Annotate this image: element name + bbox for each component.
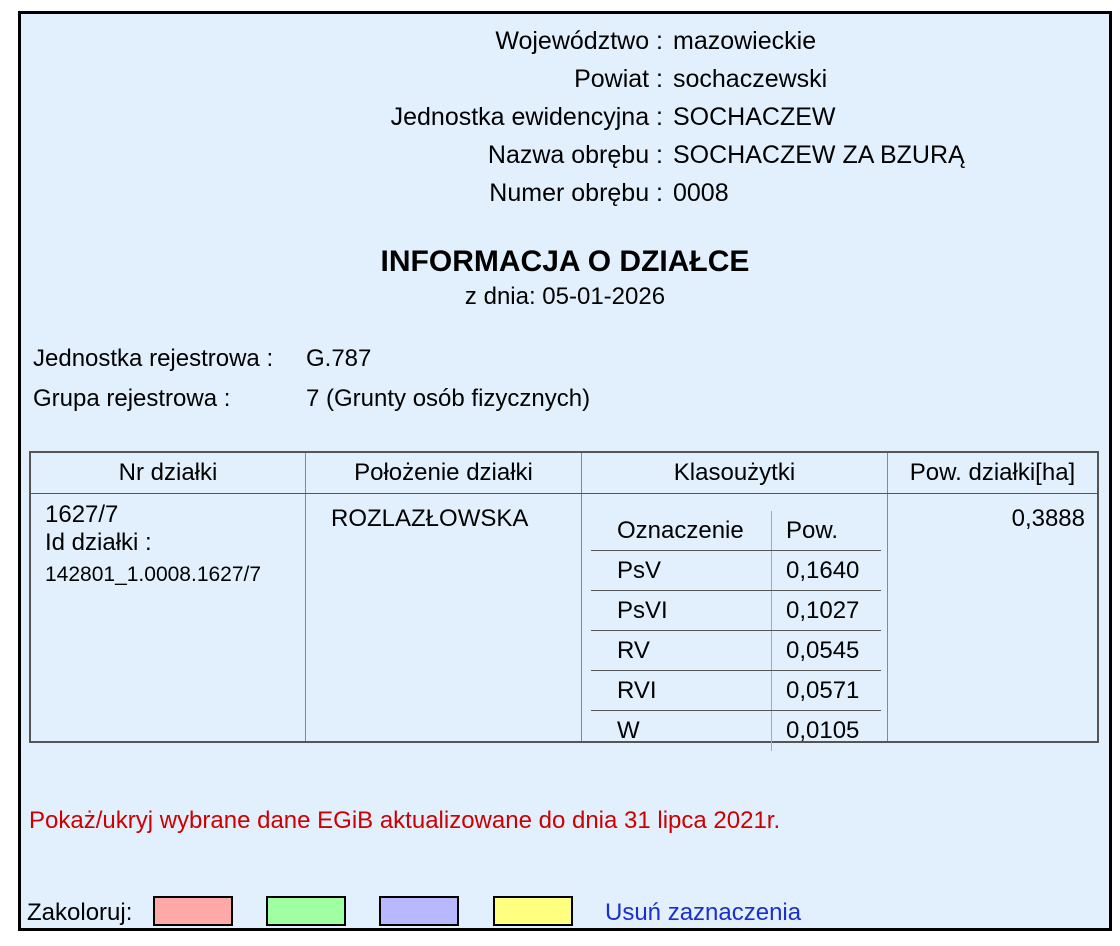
registry-group-label: Grupa rejestrowa : xyxy=(33,385,231,412)
registry-unit-value: G.787 xyxy=(306,345,372,372)
clear-selection-link[interactable]: Usuń zaznaczenia xyxy=(605,899,802,926)
color-swatch-blue[interactable] xyxy=(379,896,459,926)
column-header-parcel-area: Pow. działki[ha] xyxy=(909,459,1076,486)
land-use-code-header: Oznaczenie xyxy=(617,517,744,544)
land-use-area: 0,1027 xyxy=(786,597,860,624)
color-swatch-yellow[interactable] xyxy=(493,896,573,926)
land-use-code: PsV xyxy=(617,557,662,584)
land-use-code: RV xyxy=(617,637,650,664)
land-use-area: 0,0105 xyxy=(786,717,860,744)
land-use-code: RVI xyxy=(617,677,657,704)
land-use-row xyxy=(591,671,881,711)
page-title: INFORMACJA O DZIAŁCE xyxy=(380,245,750,278)
precinct-name-value: SOCHACZEW ZA BZURĄ xyxy=(673,141,965,169)
parcel-location: ROZLAZŁOWSKA xyxy=(331,505,529,532)
voivodeship-row xyxy=(21,26,1115,56)
voivodeship-value: mazowieckie xyxy=(673,27,817,55)
parcel-number: 1627/7 xyxy=(45,501,119,528)
precinct-number-value: 0008 xyxy=(673,179,729,207)
parcel-table xyxy=(29,451,1099,743)
colorize-label: Zakoloruj: xyxy=(27,899,133,926)
voivodeship-label: Województwo : xyxy=(495,27,663,55)
precinct-name-row xyxy=(21,140,1115,170)
registration-unit-value: SOCHACZEW xyxy=(673,103,836,131)
column-header-parcel-location: Położenie działki xyxy=(354,459,533,486)
land-use-area: 0,0571 xyxy=(786,677,860,704)
land-use-row xyxy=(591,551,881,591)
land-use-row xyxy=(591,711,881,751)
registry-group-value: 7 (Grunty osób fizycznych) xyxy=(306,385,591,412)
registration-unit-row xyxy=(21,102,1115,132)
registration-unit-label: Jednostka ewidencyjna : xyxy=(390,103,663,131)
county-label: Powiat : xyxy=(574,65,663,93)
column-header-parcel-number: Nr działki xyxy=(118,459,218,486)
parcel-info-panel xyxy=(18,11,1112,931)
registry-unit-label: Jednostka rejestrowa : xyxy=(33,345,274,372)
report-date: z dnia: 05-01-2026 xyxy=(464,283,666,310)
land-use-row xyxy=(591,631,881,671)
land-use-area: 0,1640 xyxy=(786,557,860,584)
county-row xyxy=(21,64,1115,94)
land-use-code: W xyxy=(617,717,640,744)
toggle-egib-data-link[interactable]: Pokaż/ukryj wybrane dane EGiB aktualizowane do dnia 31 lipca 2021r. xyxy=(29,807,781,834)
precinct-name-label: Nazwa obrębu : xyxy=(487,141,663,169)
land-use-area: 0,0545 xyxy=(786,637,860,664)
column-header-land-use: Klasoużytki xyxy=(673,459,796,486)
parcel-id: 142801_1.0008.1627/7 xyxy=(45,563,262,586)
color-swatch-green[interactable] xyxy=(266,896,346,926)
land-use-row xyxy=(591,591,881,631)
county-value: sochaczewski xyxy=(673,65,828,93)
parcel-total-area: 0,3888 xyxy=(1011,505,1085,532)
land-use-header-row xyxy=(591,511,881,551)
land-use-code: PsVI xyxy=(617,597,668,624)
precinct-number-row xyxy=(21,178,1115,208)
precinct-number-label: Numer obrębu : xyxy=(489,179,663,207)
parcel-id-label: Id działki : xyxy=(45,529,152,556)
land-use-area-header: Pow. xyxy=(786,517,839,544)
color-swatch-red[interactable] xyxy=(153,896,233,926)
